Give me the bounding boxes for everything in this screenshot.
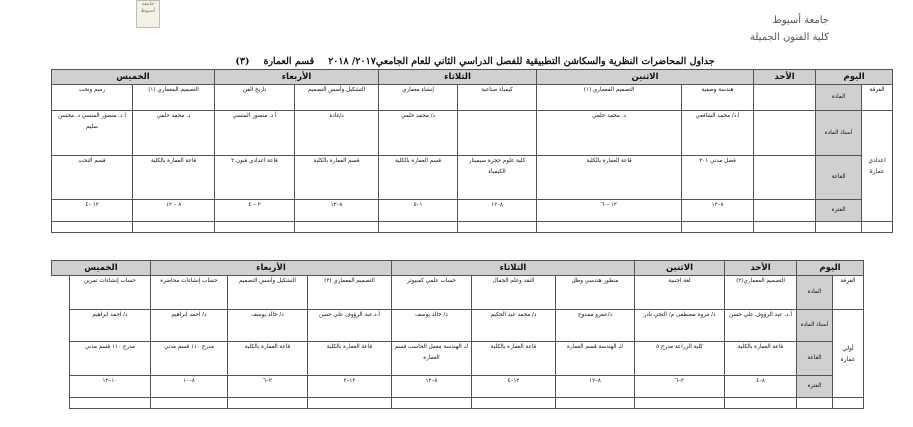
period-label: الفترة bbox=[816, 200, 862, 222]
teacher-cell: د/ خالد يوسف bbox=[391, 310, 471, 342]
teacher-label: أستاذ المادة bbox=[816, 111, 862, 156]
subject-cell: حساب علمي كمبيوتر bbox=[391, 276, 471, 310]
subject-cell: النقد وعلم الجمال bbox=[471, 276, 555, 310]
day-sunday: الأحد bbox=[724, 261, 796, 276]
period-cell: ١٢ –٤ bbox=[52, 200, 133, 222]
teacher-row bbox=[52, 111, 893, 156]
group-name: أولي عمارة bbox=[833, 310, 864, 398]
hall-cell: قسم النحت bbox=[52, 156, 133, 200]
hall-cell: مدرج ١١٠ قسم مدني bbox=[69, 342, 150, 376]
schedule-table-first-year bbox=[51, 260, 864, 409]
period-cell: ٨ – ١٢ bbox=[133, 200, 215, 222]
group-label: الفرقة bbox=[833, 276, 864, 310]
subject-cell: إنشاء معماري bbox=[379, 85, 458, 111]
hall-cell: قاعة العمارة بالكلية bbox=[471, 342, 555, 376]
period-cell: ٨–١٢ bbox=[295, 200, 379, 222]
period-cell: ١٢ – ٦ bbox=[537, 200, 682, 222]
spacer-row bbox=[52, 222, 893, 233]
period-cell bbox=[754, 200, 816, 222]
logo-line: أسيوط bbox=[140, 8, 156, 14]
period-row bbox=[52, 376, 864, 398]
subject-cell: كيمياء صناعية bbox=[458, 85, 537, 111]
day-monday: الاثنين bbox=[634, 261, 724, 276]
hall-cell: ك الهندسة معمل الحاسب قسم العمارة bbox=[391, 342, 471, 376]
title-text: جداول المحاضرات النظرية والسكاشن التطبيقية للفصل الدراسي الثاني للعام الجامعي٢٠١٧/ ٢٠١٨ bbox=[328, 56, 715, 67]
logo-line: جامعة bbox=[141, 1, 155, 7]
group-label: الفرقة bbox=[862, 85, 893, 111]
day-wednesday: الأربعاء bbox=[150, 261, 391, 276]
period-row bbox=[52, 200, 893, 222]
subject-cell: التشكيل وأسس التصميم bbox=[295, 85, 379, 111]
day-label: اليوم bbox=[796, 261, 863, 276]
period-cell: ١–٥ bbox=[379, 200, 458, 222]
day-label: اليوم bbox=[816, 70, 893, 85]
subject-row bbox=[52, 85, 893, 111]
day-monday: الاثنين bbox=[537, 70, 754, 85]
teacher-row bbox=[52, 310, 864, 342]
hall-cell: قسم العمارة بالكلية bbox=[295, 156, 379, 200]
hall-cell: فصل مدني ٢٠١ bbox=[682, 156, 754, 200]
period-cell: ٨–١٢ bbox=[391, 376, 471, 398]
subject-label: المادة bbox=[816, 85, 862, 111]
hall-cell: كلية الزراعة مدرج ٥ bbox=[634, 342, 724, 376]
subject-cell: تاريخ الفن bbox=[215, 85, 295, 111]
day-sunday: الأحد bbox=[754, 70, 816, 85]
university-logo bbox=[136, 0, 160, 28]
teacher-cell: د/ احمد ابراهيم bbox=[150, 310, 227, 342]
faculty-name: كلية الفنون الجميلة bbox=[750, 32, 829, 43]
group-name: اعدادي عمارة bbox=[862, 111, 893, 222]
period-cell: ٢–٦ bbox=[634, 376, 724, 398]
university-name: جامعة أسيوط bbox=[772, 15, 829, 26]
schedule-table-prep bbox=[51, 69, 893, 233]
period-cell: ١٢–٤ bbox=[471, 376, 555, 398]
period-label: الفترة bbox=[796, 376, 832, 398]
teacher-cell: أ د. منصور المنسي bbox=[215, 111, 295, 156]
teacher-cell: د. محمد حلمي bbox=[537, 111, 682, 156]
day-tuesday: الثلاثاء bbox=[391, 261, 634, 276]
subject-cell: التصميم المعماري (١) bbox=[537, 85, 682, 111]
subject-cell: التصميم المعماري(٢) bbox=[724, 276, 796, 310]
subject-cell: رسم ونحت bbox=[52, 85, 133, 111]
day-tuesday: الثلاثاء bbox=[379, 70, 537, 85]
teacher-cell: د/غادة bbox=[295, 111, 379, 156]
department-name: قسم العمارة bbox=[263, 56, 315, 67]
institution-header bbox=[750, 12, 829, 46]
day-header-row bbox=[52, 261, 864, 276]
hall-cell: قسم العمارة بالكلية bbox=[379, 156, 458, 200]
teacher-cell: د/ محمد حلمي bbox=[379, 111, 458, 156]
teacher-cell: أ.د/ محمد الشافعي bbox=[682, 111, 754, 156]
hall-cell: قاعة العمارة بالكلية bbox=[537, 156, 682, 200]
subject-cell bbox=[754, 85, 816, 111]
hall-cell: ك الهندسة قسم العمارة bbox=[555, 342, 634, 376]
teacher-cell: أ د. منصور المنسي د. محسن سليم bbox=[52, 111, 133, 156]
hall-label: القاعة bbox=[816, 156, 862, 200]
teacher-cell: د/ مروة مصطفى م/ النجي نادر bbox=[634, 310, 724, 342]
subject-cell: التشكيل وأسس التصميم bbox=[227, 276, 307, 310]
period-cell: ٨–١٠ bbox=[150, 376, 227, 398]
period-cell: ٢–٦ bbox=[227, 376, 307, 398]
schedule-title bbox=[200, 56, 750, 67]
period-cell: ٢ – ٤ bbox=[215, 200, 295, 222]
hall-cell bbox=[754, 156, 816, 200]
hall-label: القاعة bbox=[796, 342, 832, 376]
hall-cell: قاعة العمارة بالكلية bbox=[133, 156, 215, 200]
period-cell: ١٠–١٢ bbox=[69, 376, 150, 398]
hall-cell: قاعة العمارة بالكلية bbox=[724, 342, 796, 376]
subject-cell: حساب إنشاءات تمرين bbox=[69, 276, 150, 310]
hall-cell: مدرج ١١٠ قسم مدني bbox=[150, 342, 227, 376]
teacher-cell: أ.د.عبد الرؤوف علي حسن bbox=[307, 310, 391, 342]
period-cell: ٨–١٢ bbox=[682, 200, 754, 222]
teacher-cell bbox=[754, 111, 816, 156]
spacer-row bbox=[52, 398, 864, 409]
teacher-cell: أ.د. عبد الرؤوف علي حسن bbox=[724, 310, 796, 342]
subject-cell: لغة اجنبية bbox=[634, 276, 724, 310]
hall-cell: قاعة العمارة بالكلية bbox=[227, 342, 307, 376]
teacher-cell: د/ خالد يوسف bbox=[227, 310, 307, 342]
hall-cell: قاعة العمارة بالكلية bbox=[307, 342, 391, 376]
subject-cell: منظور هندسي وظل bbox=[555, 276, 634, 310]
subject-cell: التصميم المعماري (١) bbox=[133, 85, 215, 111]
subject-cell: حساب إنشاءات محاضرة bbox=[150, 276, 227, 310]
day-header-row bbox=[52, 70, 893, 85]
teacher-cell: د. محمد حلمي bbox=[133, 111, 215, 156]
teacher-cell: د/عمرو ممدوح bbox=[555, 310, 634, 342]
teacher-cell bbox=[458, 111, 537, 156]
period-cell: ٨–٤ bbox=[724, 376, 796, 398]
period-cell: ١٢–٢ bbox=[307, 376, 391, 398]
subject-row bbox=[52, 276, 864, 310]
hall-row bbox=[52, 342, 864, 376]
subject-cell: هندسة وصفية bbox=[682, 85, 754, 111]
day-wednesday: الأربعاء bbox=[215, 70, 379, 85]
teacher-cell: د/ محمد عبد الحكيم bbox=[471, 310, 555, 342]
subject-cell: التصميم المعماري (٢) bbox=[307, 276, 391, 310]
page-number: (٣) bbox=[235, 56, 250, 67]
day-thursday: الخميس bbox=[52, 70, 215, 85]
hall-cell: كلية علوم حجرة سيمينار الكيمياء bbox=[458, 156, 537, 200]
hall-cell: قاعة اعدادي فنون ٢ bbox=[215, 156, 295, 200]
day-thursday: الخميس bbox=[52, 261, 151, 276]
hall-row bbox=[52, 156, 893, 200]
teacher-label: أستاذ المادة bbox=[796, 310, 832, 342]
subject-label: المادة bbox=[796, 276, 832, 310]
period-cell: ٨–١٢ bbox=[458, 200, 537, 222]
teacher-cell: د/ احمد ابراهيم bbox=[69, 310, 150, 342]
period-cell: ٨–١٢ bbox=[555, 376, 634, 398]
